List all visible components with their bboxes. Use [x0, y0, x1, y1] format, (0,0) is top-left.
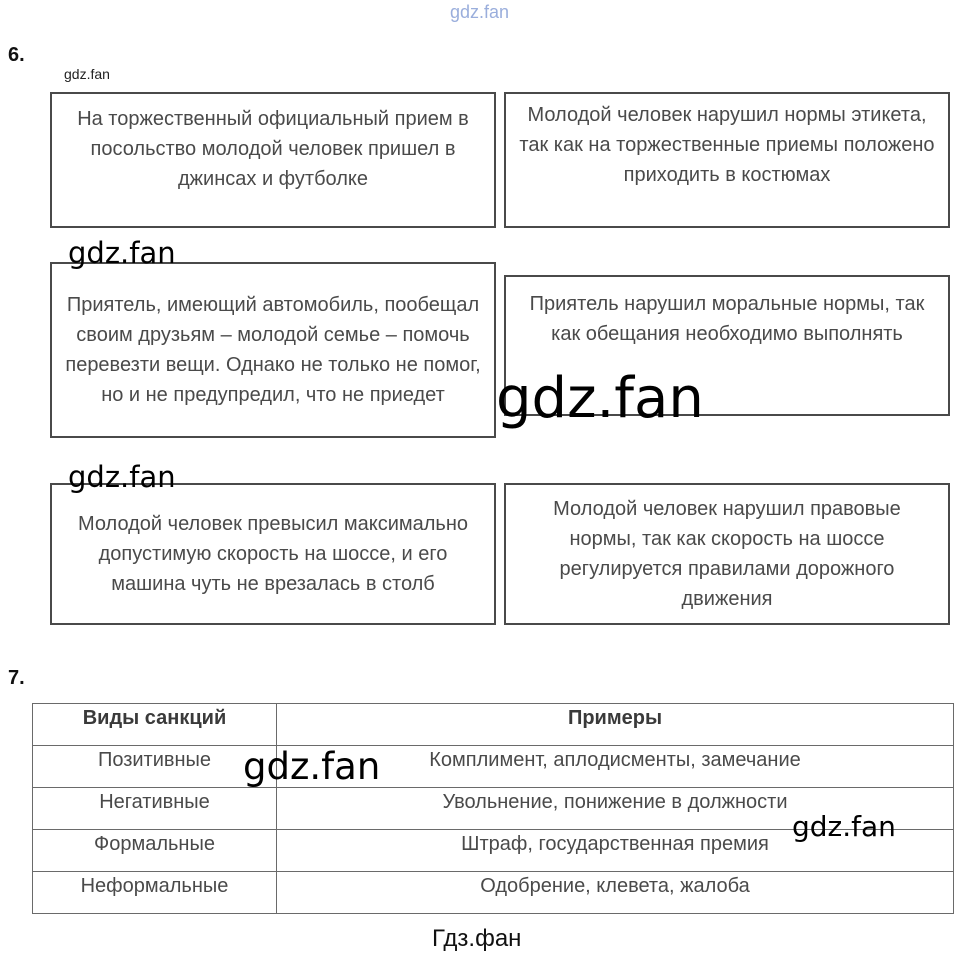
examples-cell: Одобрение, клевета, жалоба [277, 872, 954, 914]
sanctions-table [32, 703, 954, 914]
task-6-number: 6. [8, 44, 25, 66]
task-7-number: 7. [8, 667, 25, 689]
examples-cell: Комплимент, аплодисменты, замечание [277, 746, 954, 788]
watermark-top: gdz.fan [450, 2, 510, 22]
explanation-box-2: Приятель нарушил моральные нормы, так как обещания необходимо выполнять [504, 275, 950, 416]
examples-cell: Штраф, государственная премия [277, 830, 954, 872]
sanction-type-cell: Неформальные [33, 872, 277, 914]
explanation-box-3: Молодой человек нарушил правовые нормы, так как скорость на шоссе регулируется правилами дорожного движения [504, 483, 950, 625]
watermark-mark: gdz.fan [792, 810, 896, 843]
watermark-small: gdz.fan [64, 66, 110, 82]
situation-box-2: Приятель, имеющий автомобиль, пообещал своим друзьям – молодой семье – помочь перевезти вещи. Однако не только не помог, но и не предупредил, что не приедет [50, 262, 496, 438]
sanction-type-cell: Позитивные [33, 746, 277, 788]
table-row [33, 872, 954, 914]
watermark-bottom: Гдз.фан [432, 925, 522, 952]
header-examples: Примеры [277, 704, 954, 746]
examples-cell: Увольнение, понижение в должности [277, 788, 954, 830]
watermark-mark: gdz.fan [68, 236, 176, 270]
situation-box-1: На торжественный официальный прием в посольство молодой человек пришел в джинсах и футболке [50, 92, 496, 228]
situation-box-3: Молодой человек превысил максимально допустимую скорость на шоссе, и его машина чуть не врезалась в столб [50, 483, 496, 625]
sanction-type-cell: Формальные [33, 830, 277, 872]
watermark-mark: gdz.fan [243, 745, 381, 788]
watermark-mark: gdz.fan [68, 460, 176, 494]
watermark-mark: gdz.fan [496, 366, 704, 431]
header-sanction-type: Виды санкций [33, 704, 277, 746]
table-header-row [33, 704, 954, 746]
sanction-type-cell: Негативные [33, 788, 277, 830]
table-row [33, 746, 954, 788]
explanation-box-1: Молодой человек нарушил нормы этикета, так как на торжественные приемы положено приходить в костюмах [504, 92, 950, 228]
